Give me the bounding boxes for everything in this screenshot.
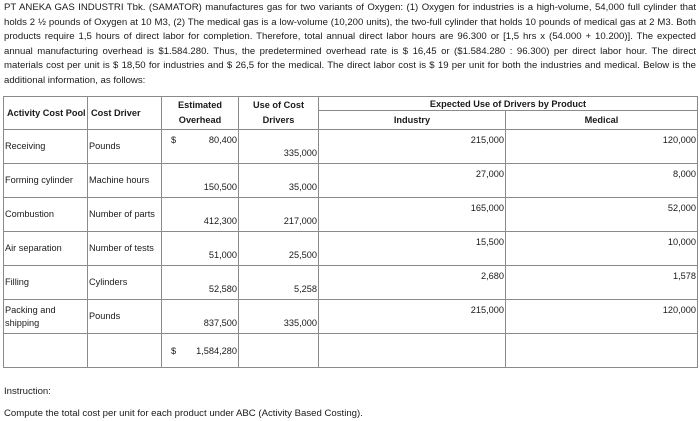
table-row: [4, 266, 698, 300]
use-cell: 335,000: [239, 130, 319, 164]
table-row: [4, 164, 698, 198]
overhead-cell: 51,000: [162, 232, 239, 266]
currency-symbol: $: [171, 345, 177, 356]
activity-cell: Air separation: [4, 232, 88, 266]
medical-cell: 52,000: [506, 198, 698, 232]
table-row: [4, 300, 698, 334]
driver-cell: Pounds: [88, 130, 162, 164]
header-industry: Industry: [319, 111, 506, 130]
overhead-value: 80,400: [208, 135, 237, 145]
driver-cell: Cylinders: [88, 266, 162, 300]
medical-cell: 120,000: [506, 130, 698, 164]
header-expected-use: Expected Use of Drivers by Product: [319, 97, 698, 111]
driver-cell: Number of parts: [88, 198, 162, 232]
instruction-label: Instruction:: [4, 386, 51, 397]
empty-cell: [239, 334, 319, 368]
use-cell: 35,000: [239, 164, 319, 198]
empty-cell: [88, 334, 162, 368]
empty-cell: [506, 334, 698, 368]
driver-cell: Machine hours: [88, 164, 162, 198]
use-cell: 25,500: [239, 232, 319, 266]
medical-cell: 1,578: [506, 266, 698, 300]
header-estimated-overhead: Estimated Overhead: [162, 97, 239, 130]
header-activity-cost-pool: Activity Cost Pool: [4, 97, 88, 130]
total-overhead-cell: [162, 334, 239, 368]
activity-cell: Forming cylinder: [4, 164, 88, 198]
table-row: [4, 130, 698, 164]
industry-cell: 15,500: [319, 232, 506, 266]
overhead-cell: 52,580: [162, 266, 239, 300]
industry-cell: 165,000: [319, 198, 506, 232]
use-cell: 335,000: [239, 300, 319, 334]
activity-cell: Combustion: [4, 198, 88, 232]
medical-cell: 120,000: [506, 300, 698, 334]
instruction-text: Compute the total cost per unit for each product under ABC (Activity Based Costing).: [4, 408, 363, 419]
header-medical: Medical: [506, 111, 698, 130]
empty-cell: [319, 334, 506, 368]
industry-cell: 215,000: [319, 130, 506, 164]
overhead-cell: 837,500: [162, 300, 239, 334]
overhead-cell: 150,500: [162, 164, 239, 198]
industry-cell: 2,680: [319, 266, 506, 300]
header-use-of-cost-drivers: Use of Cost Drivers: [239, 97, 319, 130]
activity-cell: Filling: [4, 266, 88, 300]
driver-cell: Number of tests: [88, 232, 162, 266]
intro-paragraph: PT ANEKA GAS INDUSTRI Tbk. (SAMATOR) manufactures gas for two variants of Oxygen: (1) Oxygen for industries is a high-volume, 54,000 full cylinder that holds 2 ½ pounds of Oxygen at 10 M3, (2) The medical gas is a low-volume (10,200 units), the two-full cylinder that holds 10 pounds of medical gas at 2 M3. Both products require 1,5 hours of direct labor for completion. Therefore, total annual direct labor hours are 96.300 or [1,5 hrs x (54.000 + 10.200)]. The expected annual manufacturing overhead is $1.584.280. Thus, the predetermined overhead rate is $ 16,45 or ($1.584.280 : 96.300) per direct labor hour. The direct materials cost per unit is $ 18,50 for industries and $ 26,5 for the medical. The direct labor cost is $ 19 per unit for both the industries and medical. Below is the additional information, as follows:: [4, 2, 696, 86]
industry-cell: 27,000: [319, 164, 506, 198]
abc-data-table: [3, 96, 698, 368]
overhead-cell: 412,300: [162, 198, 239, 232]
use-cell: 217,000: [239, 198, 319, 232]
total-overhead-value: 1,584,280: [196, 345, 237, 356]
medical-cell: 8,000: [506, 164, 698, 198]
header-cost-driver: Cost Driver: [88, 97, 162, 130]
overhead-cell: [162, 130, 239, 164]
use-cell: 5,258: [239, 266, 319, 300]
table-row: [4, 198, 698, 232]
currency-symbol: $: [171, 135, 177, 145]
medical-cell: 10,000: [506, 232, 698, 266]
empty-cell: [4, 334, 88, 368]
table-row: [4, 232, 698, 266]
industry-cell: 215,000: [319, 300, 506, 334]
activity-cell: Receiving: [4, 130, 88, 164]
activity-cell: Packing and shipping: [4, 300, 88, 334]
total-row: [4, 334, 698, 368]
driver-cell: Pounds: [88, 300, 162, 334]
